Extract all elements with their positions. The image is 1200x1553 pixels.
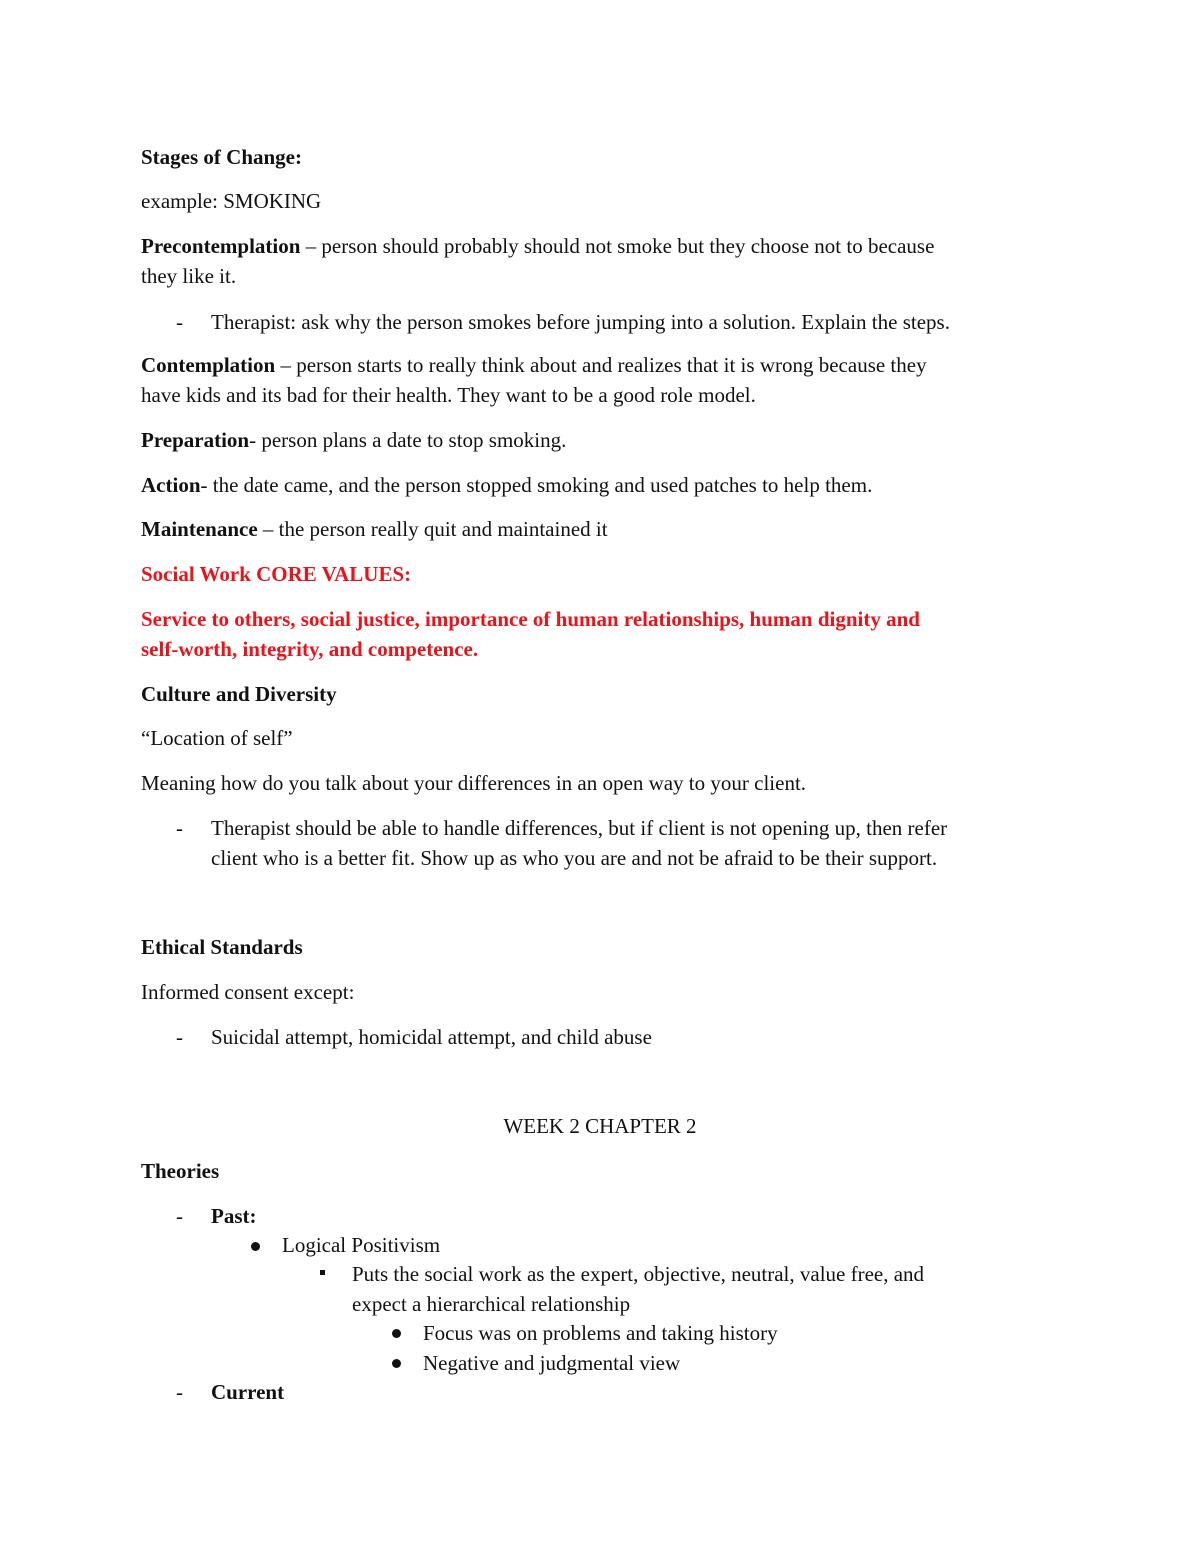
negative-item: Negative and judgmental view — [423, 1351, 681, 1375]
past-label: Past: — [211, 1204, 257, 1228]
bullet-dot-icon — [392, 1329, 401, 1338]
maintenance-term: Maintenance — [141, 517, 258, 541]
core-values-heading: Social Work CORE VALUES: — [141, 562, 412, 586]
bullet-dash: - — [176, 310, 183, 334]
contemplation-line-1 — [141, 350, 927, 380]
bullet-dash: - — [176, 1025, 183, 1049]
core-values-line-2: self-worth, integrity, and competence. — [141, 637, 479, 661]
bullet-dot-icon — [392, 1359, 401, 1368]
precontemplation-line-2: they like it. — [141, 264, 237, 288]
culture-bullet-line-1: Therapist should be able to handle differences, but if client is not opening up, then refer — [211, 816, 948, 840]
theories-heading: Theories — [141, 1159, 220, 1183]
culture-quote: “Location of self” — [141, 726, 293, 750]
contemplation-term: Contemplation — [141, 353, 276, 377]
precontemplation-term: Precontemplation — [141, 234, 301, 258]
stages-title: Stages of Change: — [141, 145, 302, 169]
action-text: - the date came, and the person stopped smoking and used patches to help them. — [200, 473, 873, 497]
logical-positivism: Logical Positivism — [282, 1233, 441, 1257]
bullet-square-icon — [320, 1270, 325, 1275]
bullet-dash: - — [176, 816, 183, 840]
ethics-bullet: Suicidal attempt, homicidal attempt, and child abuse — [211, 1025, 652, 1049]
precontemplation-bullet: Therapist: ask why the person smokes before jumping into a solution. Explain the steps. — [211, 310, 950, 334]
culture-meaning: Meaning how do you talk about your differences in an open way to your client. — [141, 771, 807, 795]
puts-line-2: expect a hierarchical relationship — [352, 1292, 631, 1316]
preparation-text: - person plans a date to stop smoking. — [249, 428, 567, 452]
preparation-term: Preparation — [141, 428, 250, 452]
preparation-line — [141, 425, 566, 455]
focus-item: Focus was on problems and taking history — [423, 1321, 778, 1345]
contemplation-line-2: have kids and its bad for their health. They want to be a good role model. — [141, 383, 756, 407]
action-line — [141, 470, 872, 500]
ethics-heading: Ethical Standards — [141, 935, 303, 959]
culture-bullet-line-2: client who is a better fit. Show up as who you are and not be afraid to be their support. — [211, 846, 938, 870]
maintenance-text: – the person really quit and maintained it — [257, 517, 608, 541]
action-term: Action — [141, 473, 201, 497]
contemplation-text: – person starts to really think about and realizes that it is wrong because they — [275, 353, 927, 377]
maintenance-line — [141, 514, 608, 544]
bullet-dot-icon — [251, 1242, 260, 1251]
week-heading: WEEK 2 CHAPTER 2 — [503, 1114, 697, 1138]
bullet-dash: - — [176, 1204, 183, 1228]
precontemplation-text: – person should probably should not smoke but they choose not to because — [300, 234, 935, 258]
bullet-dash: - — [176, 1380, 183, 1404]
core-values-line-1: Service to others, social justice, importance of human relationships, human dignity and — [141, 607, 920, 631]
culture-heading: Culture and Diversity — [141, 682, 337, 706]
stages-example: example: SMOKING — [141, 189, 322, 213]
puts-line-1: Puts the social work as the expert, objective, neutral, value free, and — [352, 1262, 925, 1286]
current-label: Current — [211, 1380, 285, 1404]
ethics-consent: Informed consent except: — [141, 980, 355, 1004]
precontemplation-line-1 — [141, 231, 934, 261]
